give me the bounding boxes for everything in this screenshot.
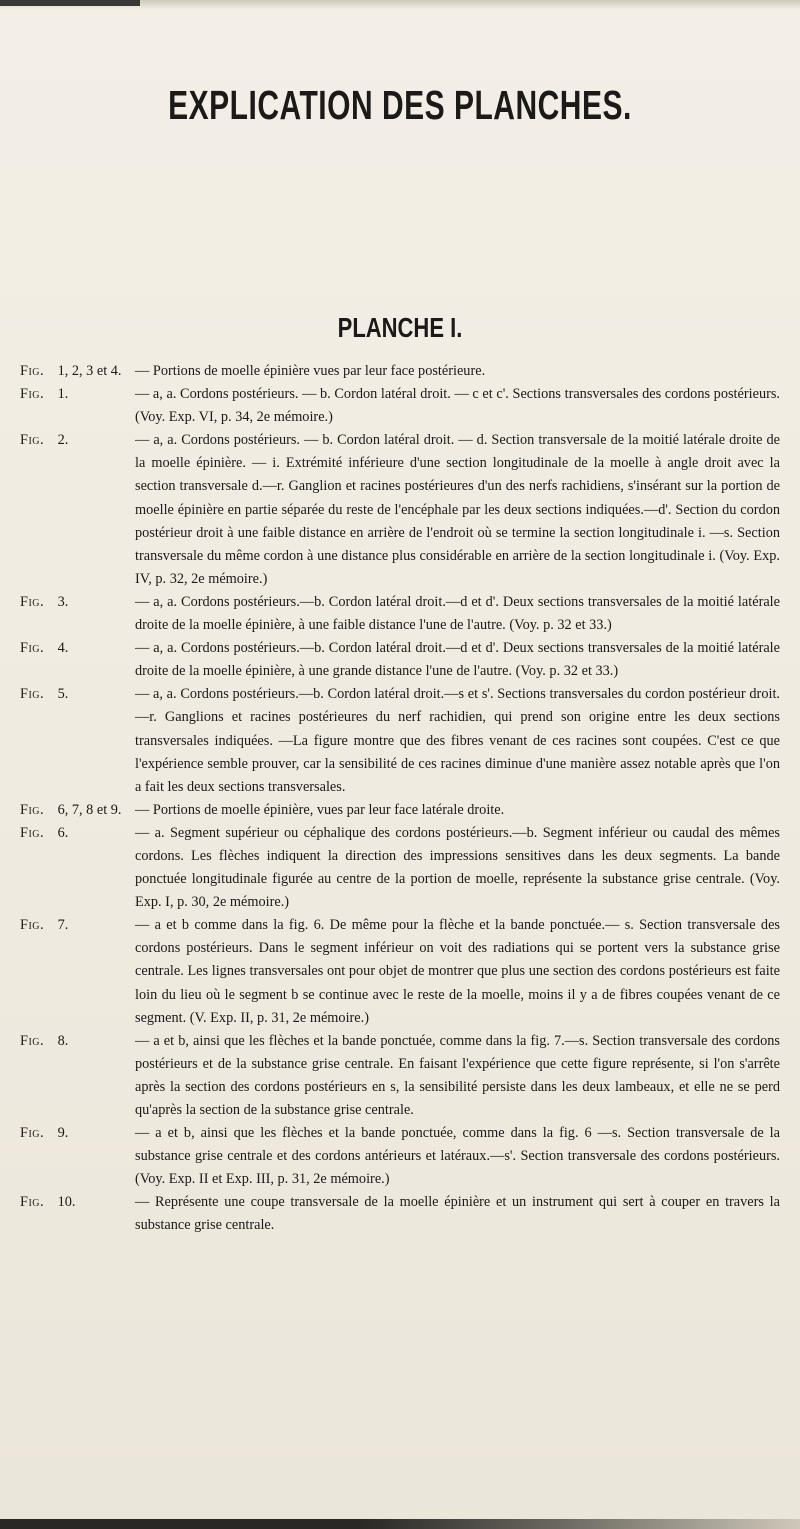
legend-entry (20, 799, 780, 822)
fig-abbrev: Fig. (20, 1125, 45, 1142)
legend-entry (20, 591, 780, 637)
fig-abbrev: Fig. (20, 824, 45, 841)
fig-number: 4. (57, 640, 69, 657)
page-corner-mark (0, 0, 140, 6)
fig-abbrev: Fig. (20, 686, 45, 703)
legend-entry (20, 637, 780, 683)
legend-text: — Représente une coupe transversale de la moelle épinière et un instrument qui sert à couper en travers la substance grise centrale. (135, 1194, 780, 1234)
plate-heading: PLANCHE I. (337, 312, 463, 344)
legend-text: — Portions de moelle épinière vues par leur face postérieure. (135, 363, 486, 379)
legend-entry (20, 383, 780, 429)
fig-number: 10. (57, 1194, 76, 1211)
legend-text: — a et b, ainsi que les flèches et la bande ponctuée, comme dans la fig. 7.—s. Section transversale des cordons postérieurs et de la substance grise centrale. En faisant l'expérience que cette figure représente, si l'on s'arrête après la section des cordons postérieurs en s, la sensibilité persiste dans les deux lambeaux, et elle ne se perd qu'après la section de la substance grise centrale. (135, 1032, 780, 1118)
fig-abbrev: Fig. (20, 1032, 45, 1049)
fig-number: 2. (57, 432, 69, 449)
legend-entry (20, 914, 780, 1029)
fig-number: 1. (57, 386, 69, 403)
fig-abbrev: Fig. (20, 1194, 45, 1211)
figure-label (20, 1030, 68, 1053)
figure-label (20, 822, 68, 845)
legend-entry (20, 683, 780, 798)
fig-number: 3. (57, 593, 69, 610)
fig-number: 8. (57, 1032, 69, 1049)
legend-text: — a, a. Cordons postérieurs.—b. Cordon latéral droit.—d et d'. Deux sections transversales de la moitié latérale droite de la moelle épinière, à une grande distance l'une de l'autre. (Voy. p. 32 et 33.) (135, 640, 780, 680)
figure-label (20, 591, 68, 614)
fig-abbrev: Fig. (20, 363, 45, 379)
figure-label (20, 1122, 68, 1145)
fig-abbrev: Fig. (20, 917, 45, 934)
legend-entry (20, 429, 780, 591)
fig-number: 7. (57, 917, 69, 934)
legend-entry (20, 1122, 780, 1191)
legend-text: — a, a. Cordons postérieurs.—b. Cordon latéral droit.—d et d'. Deux sections transversales de la moitié latérale droite de la moelle épinière, à une faible distance l'une de l'autre. (Voy. p. 32 et 33.) (135, 593, 780, 634)
legend-entry (20, 1030, 780, 1122)
legend-text: — a, a. Cordons postérieurs. — b. Cordon latéral droit. — d. Section transversale de la moitié latérale droite de la moelle épinière. — i. Extrémité inférieure d'une section longitudinale de la moelle à angle droit avec la section transversale d.—r. Ganglion et racines postérieures d'un des nerfs rachidiens, s'insérant sur la portion de moelle épinière en partie séparée du reste de l'encéphale par les deux sections indiquées.—d'. Section du cordon postérieur droit à une faible distance en arrière de l'endroit où se termine la section longitudinale i. —s. Section transversale du même cordon à une distance plus considérable en arrière de la section longitudinale i. (Voy. Exp. IV, p. 32, 2e mémoire.) (135, 432, 780, 587)
fig-number: 5. (57, 686, 69, 703)
fig-number: 6, 7, 8 et 9. (57, 801, 122, 818)
fig-number: 9. (57, 1125, 69, 1142)
fig-abbrev: Fig. (20, 593, 45, 610)
figure-legend-list (20, 360, 780, 1238)
fig-number: 6. (57, 824, 69, 841)
figure-label (20, 1191, 75, 1214)
figure-label (20, 360, 122, 383)
legend-text: — a et b, ainsi que les flèches et la bande ponctuée, comme dans la fig. 6 —s. Section transversale de la substance grise centrale et des cordons antérieurs et latéraux.—s'. Section transversale des cordons postérieurs. (Voy. Exp. II et Exp. III, p. 31, 2e mémoire.) (135, 1125, 780, 1188)
fig-abbrev: Fig. (20, 432, 45, 449)
figure-label (20, 637, 68, 660)
legend-text: — a, a. Cordons postérieurs. — b. Cordon latéral droit. — c et c'. Sections transversales des cordons postérieurs. (Voy. Exp. VI, p. 34, 2e mémoire.) (135, 386, 780, 426)
legend-text: — Portions de moelle épinière, vues par leur face latérale droite. (135, 801, 505, 818)
figure-label (20, 683, 68, 706)
legend-text: — a, a. Cordons postérieurs.—b. Cordon latéral droit.—s et s'. Sections transversales du cordon postérieur droit.—r. Ganglions et racines postérieures du nerf rachidien, qui prend son origine entre les deux sections transversales indiquées. —La figure montre que des fibres venant de ces racines sont coupées. C'est ce que l'expérience semble prouver, car la sensibilité de ces racines diminue d'une manière assez notable après que l'on a fait les deux sections transversales. (135, 686, 780, 795)
figure-label (20, 429, 68, 452)
fig-abbrev: Fig. (20, 640, 45, 657)
legend-entry (20, 822, 780, 914)
figure-label (20, 383, 68, 406)
page-title: EXPLICATION DES PLANCHES. (168, 84, 632, 129)
figure-label (20, 914, 68, 937)
page-bottom-edge (0, 1519, 800, 1529)
legend-text: — a et b comme dans la fig. 6. De même pour la flèche et la bande ponctuée.— s. Section transversale des cordons postérieurs. Dans le segment inférieur on voit des radiations qui se portent vers la substance grise centrale. Les lignes transversales ont pour objet de montrer que plus une section des cordons postérieurs est faite loin du lieu où le segment b se continue avec le reste de la moelle, moins il y a de fibres coupées venant de ce segment. (V. Exp. II, p. 31, 2e mémoire.) (135, 917, 780, 1026)
fig-abbrev: Fig. (20, 386, 45, 403)
legend-entry (20, 1191, 780, 1237)
legend-text: — a. Segment supérieur ou céphalique des cordons postérieurs.—b. Segment inférieur ou caudal des mêmes cordons. Les flèches indiquent la direction des impressions sensitives dans les deux segments. La bande ponctuée longitudinale figurée au centre de la portion de moelle, représente la substance grise centrale. (Voy. Exp. I, p. 30, 2e mémoire.) (135, 824, 780, 911)
fig-number: 1, 2, 3 et 4. (57, 363, 122, 379)
figure-label (20, 799, 122, 822)
legend-entry (20, 360, 780, 383)
fig-abbrev: Fig. (20, 801, 45, 818)
